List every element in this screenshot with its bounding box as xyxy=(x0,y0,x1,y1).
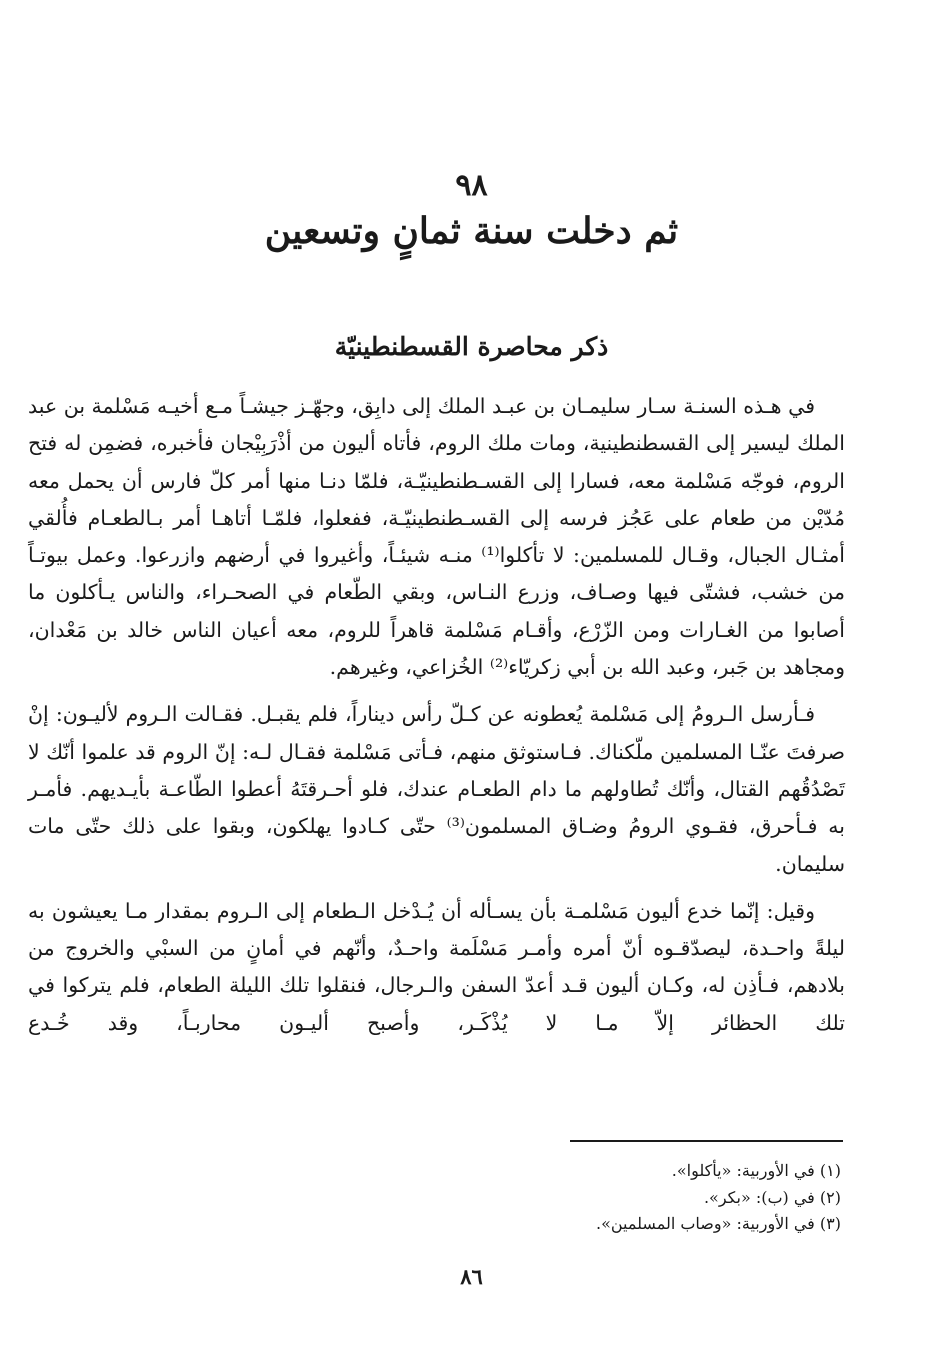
footnote-3: (٣) في الأوربية: «وصاب المسلمين». xyxy=(596,1214,841,1233)
footnote-2: (٢) في (ب): «بكر». xyxy=(703,1187,841,1207)
paragraph-2: فـأرسل الـرومُ إلى مَسْلمة يُعطونه عن كـلّ رأس ديناراً، فلم يقبـل. فقـالت الـروم لأليـون: إنْ صرفتَ عنّـا المسلمين ملّكناك. فـاستوثق منهم، فـأتى مَسْلمة فقـال لـه: إنّ الروم قد علموا أنّك لا تَصْدُقُهم القتال، وأنّك تُطاولهم ما دام الطعـام عندك، فلو أحـرقتَهُ أعطوا الطّاعـة بأيـديهم. فأمـر به فـأحرق، فقـوي الرومُ وضـاق المسلمون⁽³⁾ حتّى كـادوا يهلكون، وبقوا على ذلك حتّى مات سليمان. xyxy=(28,702,845,876)
paragraph-1: في هـذه السنـة سـار سليمـان بن عبـد الملك إلى دابِق، وجهّـز جيشـاً مـع أخيـه مَسْلمة بن عبد الملك ليسير إلى القسطنطينية، ومات ملك الروم، فأتاه أليون من أذْرَبِيْجان فأخبره، فضمِن له فتح الروم، فوجّه مَسْلمة معه، فسارا إلى القسـطنطينيّـة، فلمّا دنـا منها أمر كلّ فارس أن يحمل معه مُدّيْن من طعام على عَجُز فرسه إلى القسـطنطينيّـة، ففعلوا، فلمّـا أتاهـا أمر بـالطعـام فأُلقي أمثـال الجبال، وقـال للمسلمين: لا تأكلوا⁽¹⁾ منـه شيئـاً، وأغيروا في أرضهم وازرعوا. وعمل بيوتـاً من خشب، فشتّى فيها وصـاف، وزرع النـاس، وبقي الطّعام في الصحـراء، والناس يـأكلون ما أصابوا من الغـارات ومن الزّرْع، وأقـام مَسْلمة قاهراً للروم، معه أعيان الناس خالد بن مَعْدان، ومجاهد بن جَبر، وعبد الله بن أبي زكريّاء⁽²⁾ الخُزاعي، وغيرهم. xyxy=(28,394,845,680)
footnote-divider xyxy=(570,1140,843,1142)
chapter-number: ٩٨ xyxy=(455,168,488,203)
footnote-1: (١) في الأوربية: «يأكلوا». xyxy=(671,1161,841,1180)
page-number: ٨٦ xyxy=(460,1264,483,1289)
chapter-title: ثم دخلت سنة ثمانٍ وتسعين xyxy=(264,210,679,252)
paragraph-3: وقيل: إنّما خدع أليون مَسْلمـة بأن يسـأله أن يُـدْخل الـطعام إلى الـروم بمقدار مـا يعيشون به ليلةً واحـدة، ليصدّقـوه أنّ أمره وأمـر مَسْلَمة واحـدٌ، وأنّهم في أمانٍ من السبْي والخروج من بلادهم، فـأذِن له، وكـان أليون قـد أعدّ السفن والـرجال، فنقلوا تلك الليلة الطعام، فلم يتركوا في تلك الحظائر إلاّ مـا لا يُذْكَـر، وأصبح أليـون محاربـاً، وقد خُـدع xyxy=(28,898,845,1035)
body-text xyxy=(28,388,845,1042)
footnotes xyxy=(60,1158,841,1238)
section-heading: ذكر محاصرة القسطنطينيّة xyxy=(334,332,609,361)
